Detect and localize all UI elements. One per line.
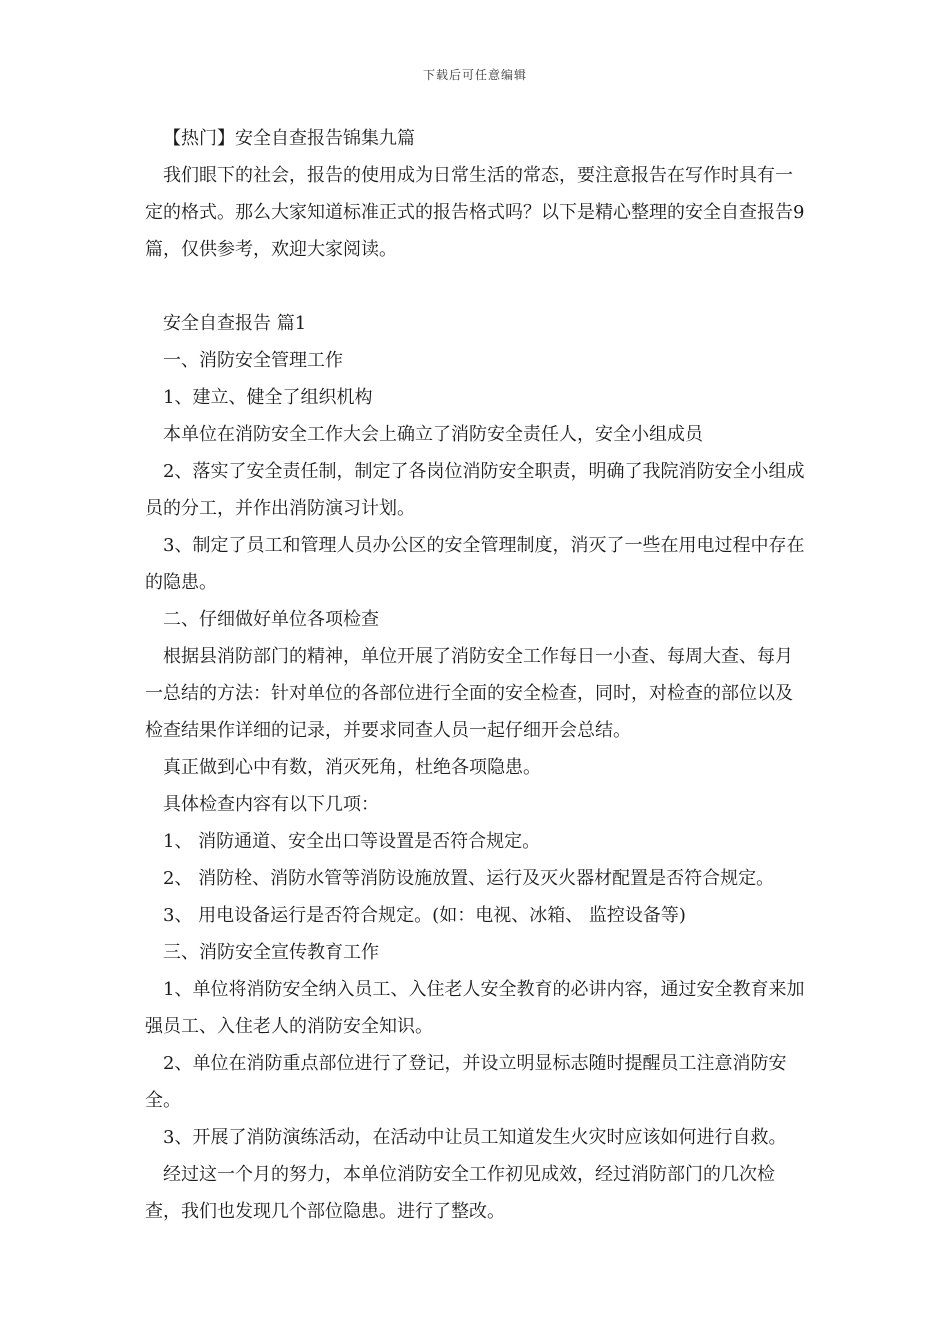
heading-inspections: 二、仔细做好单位各项检查 (163, 609, 379, 630)
paragraph-inspection-method: 根据县消防部门的精神，单位开展了消防安全工作每日一小查、每周大查、每月一总结的方法：针对单位的各部位进行全面的安全检查，同时，对检查的部位以及检查结果作详细的记录，并要求同查人员一起仔细开会总结。 (145, 646, 793, 741)
document-title: 【热门】安全自查报告锦集九篇 (163, 128, 415, 149)
section-title: 安全自查报告 篇1 (163, 313, 307, 334)
paragraph-inspection-items-intro: 具体检查内容有以下几项： (163, 794, 379, 815)
list-item-electrical: 3、 用电设备运行是否符合规定。(如：电视、冰箱、 监控设备等) (163, 905, 686, 926)
item-organization: 1、建立、健全了组织机构 (163, 387, 373, 408)
item-responsibility-system: 2、落实了安全责任制，制定了各岗位消防安全职责，明确了我院消防安全小组成员的分工，并作出消防演习计划。 (145, 461, 805, 519)
paragraph-responsible-person: 本单位在消防安全工作大会上确立了消防安全责任人，安全小组成员 (163, 424, 703, 445)
heading-fire-safety-management: 一、消防安全管理工作 (163, 350, 343, 371)
blank-line (145, 268, 810, 305)
item-drills: 3、开展了消防演练活动，在活动中让员工知道发生火灾时应该如何进行自救。 (163, 1127, 787, 1148)
page-header-watermark: 下载后可任意编辑 (422, 68, 527, 82)
list-item-hydrants: 2、 消防栓、消防水管等消防设施放置、运行及灭火器材配置是否符合规定。 (163, 868, 775, 889)
list-item-exits: 1、 消防通道、安全出口等设置是否符合规定。 (163, 831, 541, 852)
item-office-rules: 3、制定了员工和管理人员办公区的安全管理制度，消灭了一些在用电过程中存在的隐患。 (145, 535, 805, 593)
paragraph-conclusion: 经过这一个月的努力，本单位消防安全工作初见成效，经过消防部门的几次检查，我们也发现几个部位隐患。进行了整改。 (145, 1164, 775, 1222)
paragraph-no-blind-spots: 真正做到心中有数，消灭死角，杜绝各项隐患。 (163, 757, 541, 778)
document-body (145, 120, 810, 1230)
heading-education: 三、消防安全宣传教育工作 (163, 942, 379, 963)
item-education-content: 1、单位将消防安全纳入员工、入住老人安全教育的必讲内容，通过安全教育来加强员工、入住老人的消防安全知识。 (145, 979, 805, 1037)
intro-paragraph: 我们眼下的社会，报告的使用成为日常生活的常态，要注意报告在写作时具有一定的格式。那么大家知道标准正式的报告格式吗？以下是精心整理的安全自查报告9篇，仅供参考，欢迎大家阅读。 (145, 165, 805, 260)
item-key-areas: 2、单位在消防重点部位进行了登记，并设立明显标志随时提醒员工注意消防安全。 (145, 1053, 787, 1111)
